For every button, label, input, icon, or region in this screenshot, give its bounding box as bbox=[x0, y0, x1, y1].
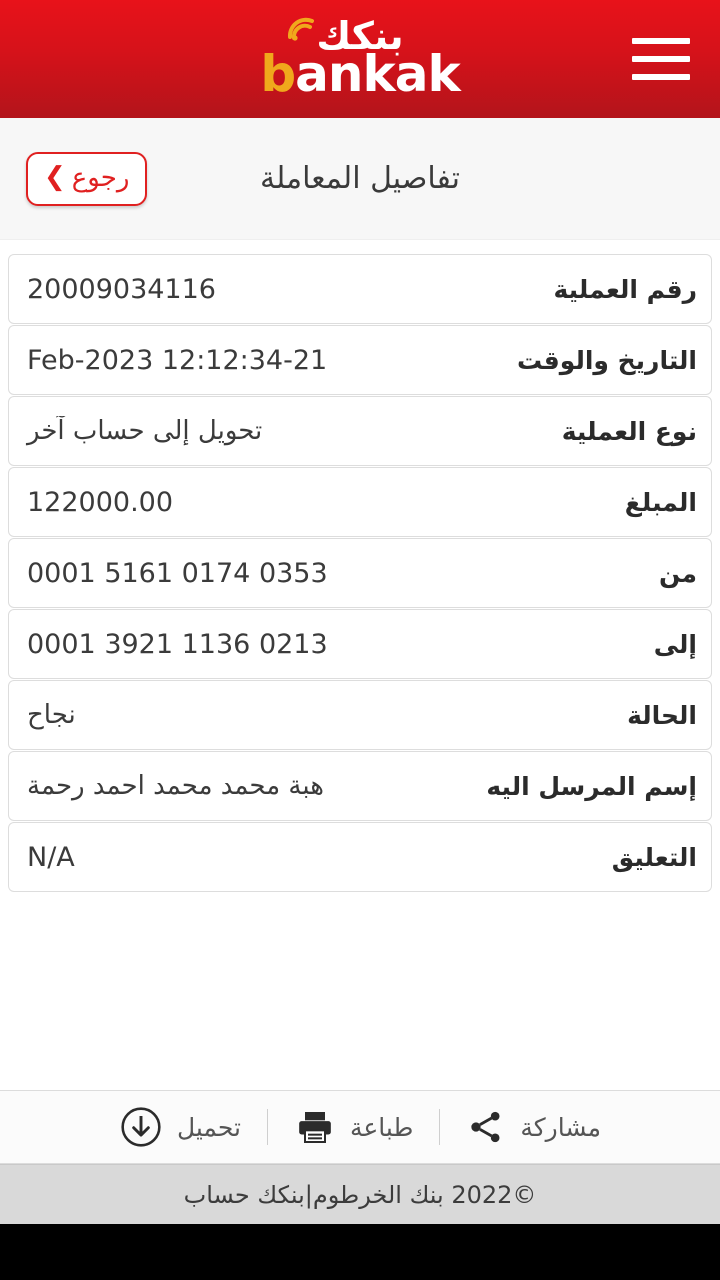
detail-value: N/A bbox=[27, 841, 75, 873]
download-icon bbox=[119, 1105, 163, 1149]
detail-label: من bbox=[659, 558, 697, 588]
logo-latin-rest: ankak bbox=[295, 45, 460, 103]
detail-label: التاريخ والوقت bbox=[516, 345, 697, 375]
table-row bbox=[8, 822, 712, 892]
table-row bbox=[8, 467, 712, 537]
table-row bbox=[8, 680, 712, 750]
footer-bar bbox=[0, 1164, 720, 1224]
toolbar-divider bbox=[267, 1109, 268, 1145]
detail-value: 20009034116 bbox=[27, 273, 216, 305]
bankak-logo bbox=[260, 14, 460, 103]
detail-label: التعليق bbox=[611, 842, 697, 872]
detail-label: إلى bbox=[653, 629, 697, 659]
wifi-signal-icon bbox=[286, 15, 316, 41]
toolbar-divider bbox=[439, 1109, 440, 1145]
detail-label: المبلغ bbox=[624, 487, 697, 517]
page-title: تفاصيل المعاملة bbox=[260, 161, 460, 196]
download-label: تحميل bbox=[176, 1112, 241, 1142]
detail-label: نوع العملية bbox=[561, 416, 697, 446]
table-row bbox=[8, 396, 712, 466]
detail-value: 0213 1136 3921 0001 bbox=[27, 628, 328, 660]
system-navigation-bar bbox=[0, 1224, 720, 1280]
detail-label: إسم المرسل اليه bbox=[486, 771, 697, 801]
download-button[interactable] bbox=[93, 1105, 267, 1149]
logo-arabic-label: بنكك bbox=[316, 14, 404, 58]
menu-line-1 bbox=[632, 38, 690, 44]
action-toolbar bbox=[0, 1090, 720, 1164]
menu-line-2 bbox=[632, 56, 690, 62]
chevron-left-icon: ❯ bbox=[44, 161, 66, 192]
back-button[interactable] bbox=[26, 152, 147, 206]
logo-arabic-text bbox=[316, 14, 404, 58]
table-row bbox=[8, 254, 712, 324]
detail-value: هبة محمد محمد احمد رحمة bbox=[27, 771, 324, 801]
share-label: مشاركة bbox=[520, 1112, 602, 1142]
detail-value: 21-Feb-2023 12:12:34 bbox=[27, 344, 328, 376]
detail-value: 0353 0174 5161 0001 bbox=[27, 557, 328, 589]
transaction-details-list bbox=[0, 240, 720, 1090]
back-button-label: رجوع bbox=[71, 162, 130, 193]
share-icon bbox=[466, 1107, 506, 1147]
share-button[interactable] bbox=[440, 1107, 627, 1147]
detail-value: 122000.00 bbox=[27, 486, 174, 518]
detail-value: تحويل إلى حساب آخر bbox=[27, 416, 263, 446]
logo-latin-b: b bbox=[260, 45, 296, 103]
hamburger-menu-icon[interactable] bbox=[632, 38, 690, 80]
table-row bbox=[8, 538, 712, 608]
table-row bbox=[8, 609, 712, 679]
detail-value: نجاح bbox=[27, 700, 76, 730]
table-row bbox=[8, 325, 712, 395]
menu-line-3 bbox=[632, 74, 690, 80]
detail-label: رقم العملية bbox=[553, 274, 697, 304]
print-button[interactable] bbox=[268, 1107, 439, 1147]
print-label: طباعة bbox=[349, 1112, 414, 1142]
printer-icon bbox=[294, 1107, 336, 1147]
page-titlebar bbox=[0, 118, 720, 240]
table-row bbox=[8, 751, 712, 821]
detail-label: الحالة bbox=[627, 700, 697, 730]
footer-copyright: ©2022 بنك الخرطوم|بنكك حساب bbox=[183, 1180, 537, 1209]
app-header bbox=[0, 0, 720, 118]
